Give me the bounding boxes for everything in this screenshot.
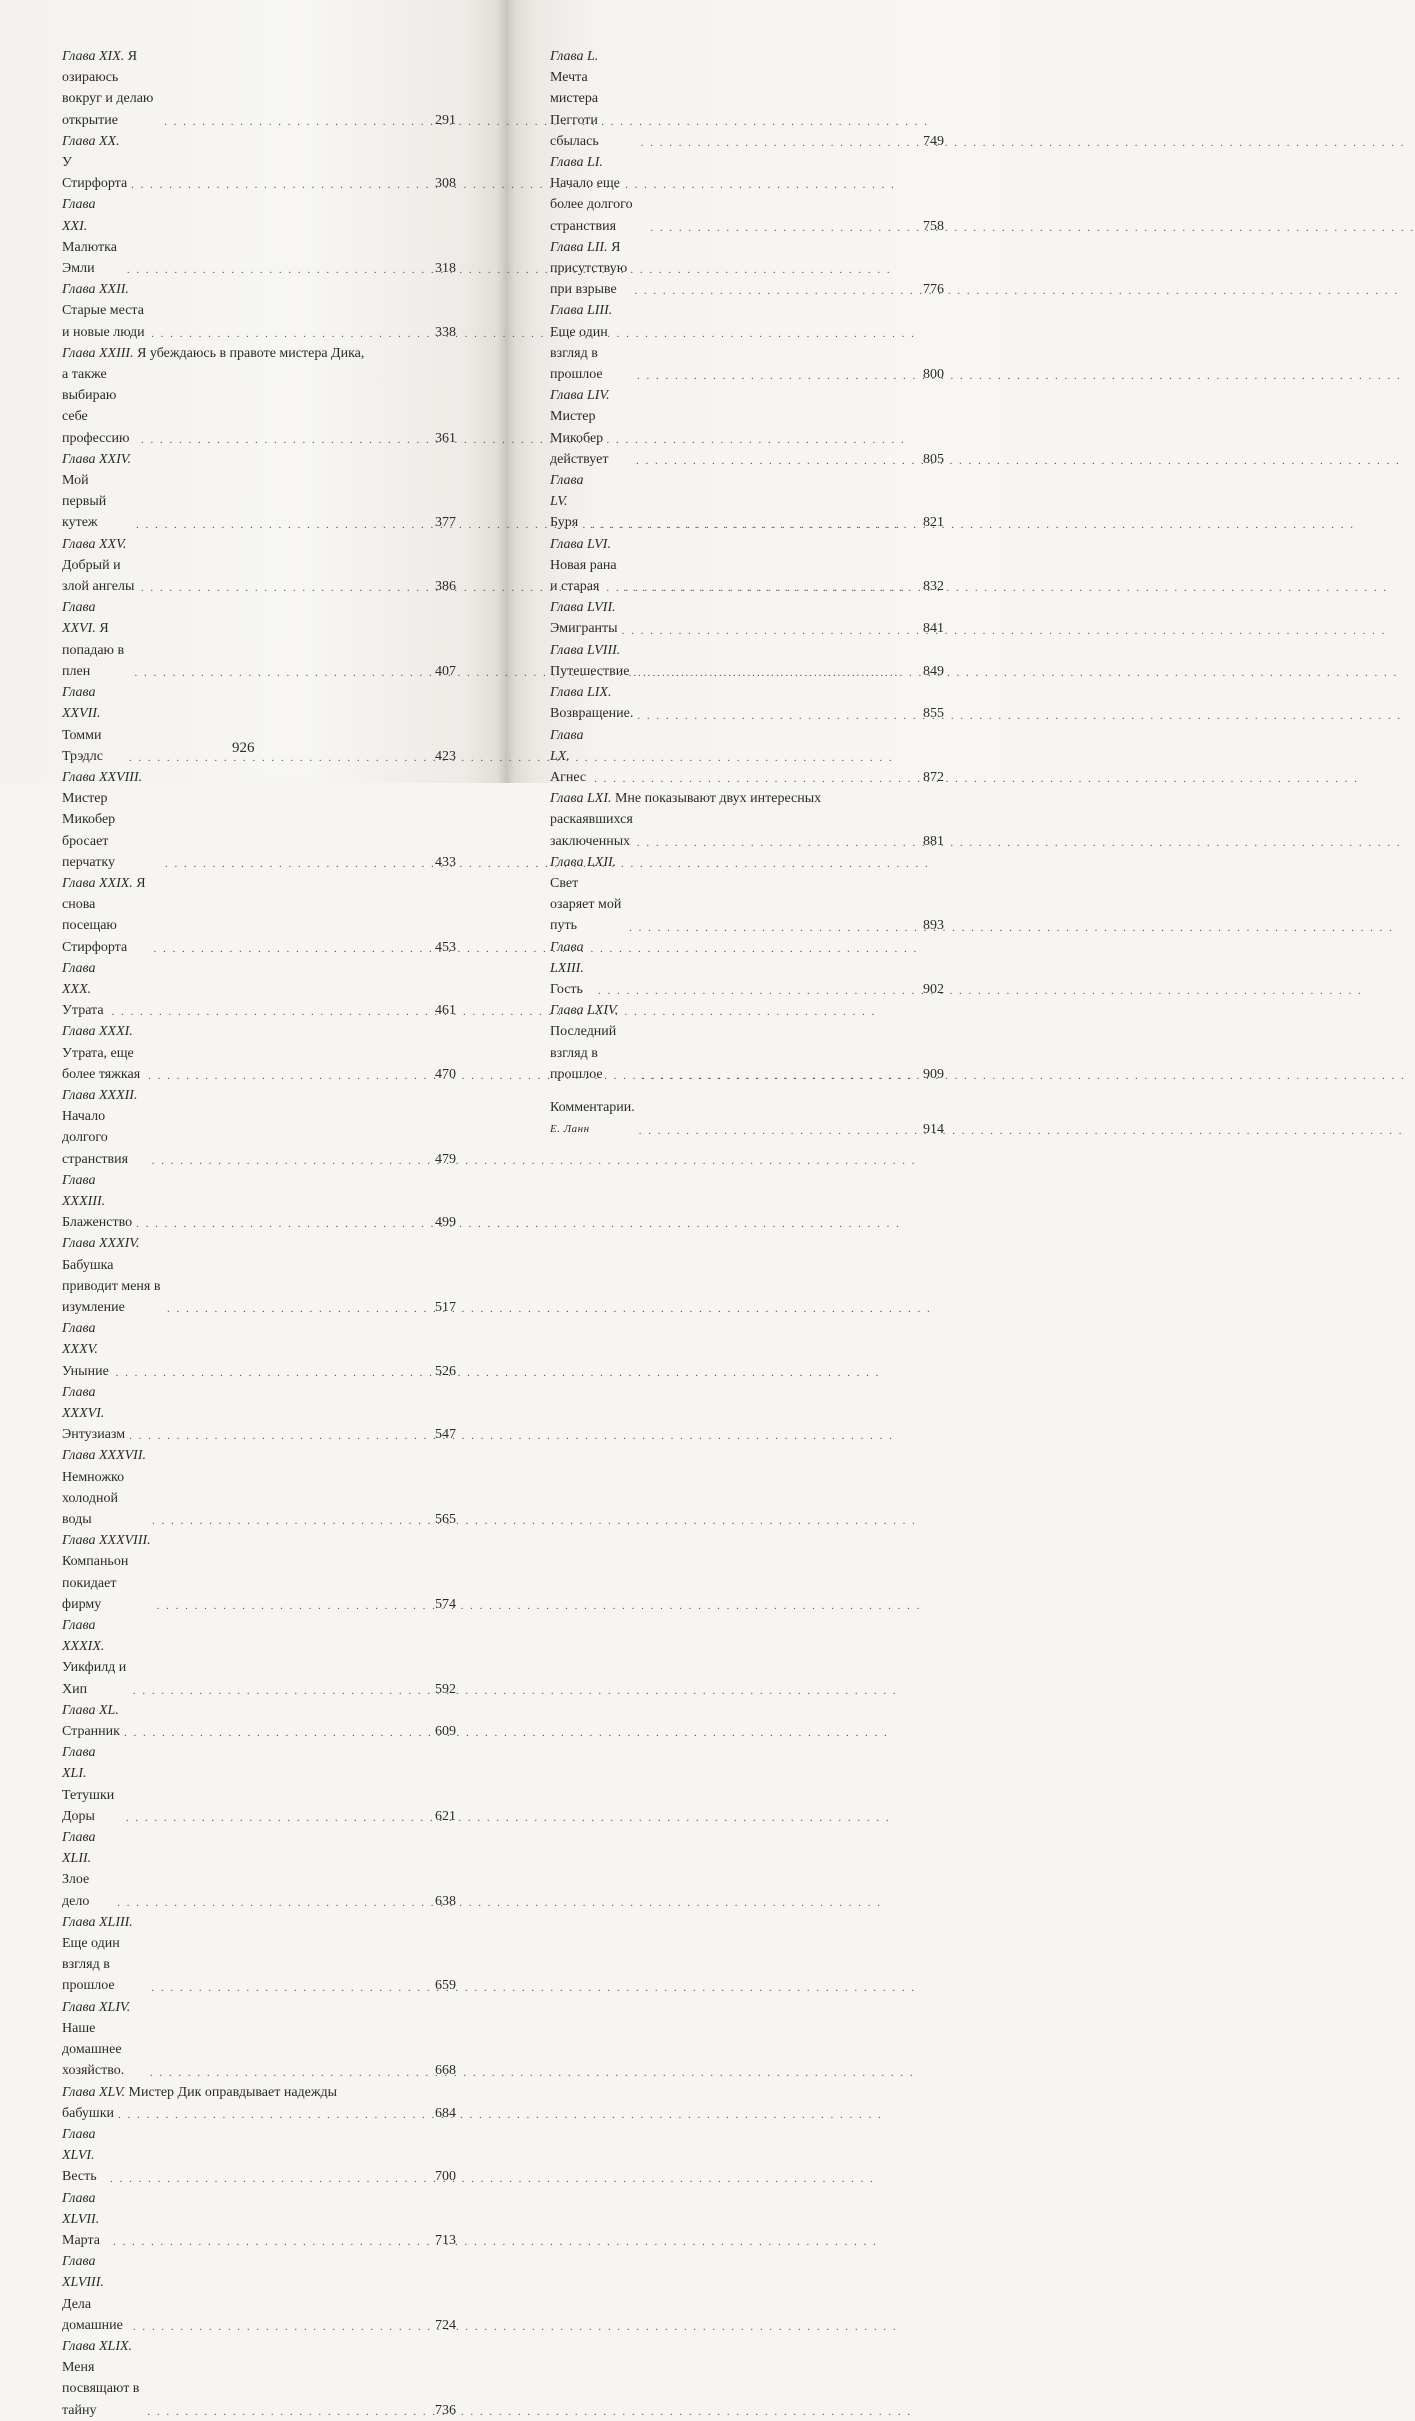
dot-leader [625, 919, 916, 937]
chapter-title: Уныние [62, 1363, 109, 1379]
dot-leader [148, 1512, 428, 1530]
page-ref: 526 [435, 1363, 456, 1379]
dot-leader [632, 452, 916, 470]
chapter-label: Глава XXVI. [62, 600, 96, 637]
chapter-title: Блаженство [62, 1215, 133, 1231]
page-ref: 433 [435, 854, 456, 870]
chapter-title: Мечта мистера Пегготи сбылась [550, 70, 599, 149]
chapter-label: Глава LIX. [550, 685, 612, 701]
page-ref: 479 [435, 1151, 456, 1167]
toc-entry [62, 1021, 456, 1085]
chapter-label: Глава XLVI. [62, 2126, 96, 2164]
chapter-title: Мне показывают двух интересных [614, 791, 822, 807]
toc-entry [62, 958, 456, 1022]
page-ref: 821 [923, 515, 944, 531]
chapter-title: Энтузиазм [62, 1427, 126, 1443]
page-ref: 902 [923, 981, 944, 997]
chapter-label: Глава XXXV. [62, 1321, 98, 1358]
chapter-label: Глава XXIV. [62, 451, 131, 467]
chapter-label: Глава XXV. [62, 536, 127, 552]
page-number: 926 [232, 740, 255, 756]
chapter-label: Глава XX. [62, 133, 120, 149]
dot-leader [637, 1067, 916, 1085]
chapter-title: Мистер Микобер бросает перчатку [62, 791, 116, 870]
chapter-title-continued: а также выбираю себе профессию [62, 367, 130, 446]
chapter-label: Глава XLI. [62, 1745, 96, 1782]
page-ref: 841 [923, 621, 944, 637]
page-ref: 338 [435, 324, 456, 340]
page-ref: 684 [435, 2105, 456, 2121]
chapter-label: Глава XIX. [62, 49, 125, 64]
contents-list-left [62, 46, 456, 2421]
dot-leader [630, 282, 916, 300]
page-ref: 361 [435, 430, 456, 446]
chapter-label: Глава XXXIV. [62, 1236, 140, 1252]
toc-entry [62, 2082, 456, 2103]
toc-entry [62, 1085, 456, 1170]
dot-leader [161, 855, 428, 873]
toc-entry [550, 300, 944, 385]
dot-leader [132, 1215, 428, 1233]
toc-entry [62, 1318, 456, 1382]
toc-entry [550, 852, 944, 937]
dot-leader [594, 982, 916, 1000]
page-ref: 659 [435, 1978, 456, 1994]
page-ref: 461 [435, 1003, 456, 1019]
toc-entry [62, 873, 456, 958]
dot-leader [143, 2403, 428, 2421]
page-ref: 453 [435, 939, 456, 955]
page-ref: 609 [435, 1724, 456, 1740]
toc-entry [62, 1382, 456, 1446]
dot-leader [125, 1427, 428, 1445]
toc-entry [62, 279, 456, 343]
chapter-label: Глава XLIII. [62, 1914, 133, 1930]
dot-leader [137, 579, 428, 597]
toc-entry [550, 597, 944, 639]
dot-leader [112, 1364, 428, 1382]
dot-leader [106, 2170, 428, 2188]
dot-leader [148, 1152, 428, 1170]
toc-entry [62, 1912, 456, 1997]
chapter-title: Малютка Эмли [62, 239, 117, 277]
page-ref: 547 [435, 1427, 456, 1443]
dot-leader [146, 2064, 428, 2082]
toc-entry-comments [550, 1097, 944, 1140]
chapter-title: Начало еще более долгого странствия [550, 176, 633, 234]
chapter-title: Новая рана и старая [550, 557, 617, 595]
chapter-label: Глава LVII. [550, 600, 616, 616]
contents-list-right [550, 46, 944, 1140]
chapter-label: Глава XLII. [62, 1830, 96, 1867]
chapter-label: Глава XXVIII. [62, 769, 143, 785]
toc-entry [62, 534, 456, 598]
chapter-title: Мой первый кутеж [62, 473, 107, 531]
toc-entry [62, 343, 456, 364]
toc-entry [62, 1827, 456, 1912]
page-ref: 423 [435, 748, 456, 764]
chapter-title: Марта [62, 2232, 100, 2248]
comments-author: Е. Ланн [550, 1123, 590, 1136]
toc-entry [550, 682, 944, 724]
chapter-title: Немножко холодной воды [62, 1469, 125, 1528]
comments-title: Комментарии. [550, 1099, 635, 1115]
chapter-label: Глава XXXIX. [62, 1618, 105, 1655]
dot-leader [122, 1809, 428, 1827]
dot-leader [619, 579, 916, 597]
chapter-title: Странник [62, 1724, 120, 1740]
page-ref: 749 [923, 133, 944, 149]
chapter-label: Глава XXXVI. [62, 1384, 105, 1421]
chapter-label: Глава LXI. [550, 791, 612, 807]
page-ref: 574 [435, 1596, 456, 1612]
dot-leader [132, 516, 428, 534]
chapter-title: Я снова посещаю Стирфорта [62, 875, 146, 955]
chapter-label: Глава XXXI. [62, 1024, 133, 1040]
page-ref: 638 [435, 1893, 456, 1909]
chapter-title-continued: раскаявшихся заключенных [550, 812, 633, 849]
dot-leader [153, 1597, 428, 1615]
dot-leader [629, 664, 916, 682]
chapter-label: Глава XL. [62, 1702, 119, 1718]
chapter-label: Глава LV. [550, 473, 584, 510]
chapter-title: Утрата, еще более тяжкая [62, 1045, 141, 1082]
chapter-title: Последний взгляд в прошлое [550, 1024, 617, 1082]
chapter-title: Бабушка приводит меня в изумление [62, 1257, 161, 1315]
page-ref: 776 [923, 282, 944, 298]
dot-leader [633, 834, 916, 852]
toc-entry-continuation [62, 364, 456, 449]
dot-leader [125, 749, 428, 767]
chapter-label: Глава L. [550, 49, 599, 64]
dot-leader [147, 325, 428, 343]
dot-leader [160, 113, 428, 131]
toc-entry [550, 1000, 944, 1085]
toc-entry [550, 640, 944, 682]
toc-entry [62, 2251, 456, 2336]
dot-leader [113, 1894, 428, 1912]
chapter-label: Глава LIV. [550, 388, 610, 404]
chapter-label: Глава LVI. [550, 536, 611, 552]
toc-entry [62, 1700, 456, 1742]
toc-entry [550, 46, 944, 152]
page-ref: 308 [435, 176, 456, 192]
toc-entry [62, 1170, 456, 1234]
chapter-label: Глава LI. [550, 155, 603, 171]
chapter-title: Я озираюсь вокруг и делаю открытие [62, 49, 154, 128]
page-ref: 893 [923, 918, 944, 934]
dot-leader [144, 1067, 428, 1085]
toc-entry [62, 1233, 456, 1318]
page-ref: 700 [435, 2169, 456, 2185]
dot-leader [107, 1003, 428, 1021]
page-ref: 914 [923, 1122, 944, 1138]
chapter-label: Глава XLV. [62, 2084, 126, 2100]
dot-leader [633, 367, 916, 385]
chapter-title: Утрата [62, 1003, 104, 1019]
chapter-title: Агнес [550, 769, 587, 785]
toc-entry-continuation [62, 2103, 456, 2124]
chapter-title: Начало долгого странствия [62, 1109, 129, 1167]
chapter-label: Глава LXII. [550, 854, 617, 870]
toc-entry [550, 152, 944, 237]
chapter-label: Глава LIII. [550, 303, 613, 319]
page-ref: 713 [435, 2232, 456, 2248]
chapter-title: Весть [62, 2169, 97, 2185]
toc-entry [62, 194, 456, 279]
page-ref: 386 [435, 579, 456, 595]
page-ref: 592 [435, 1681, 456, 1697]
page-ref: 758 [923, 218, 944, 234]
dot-leader [129, 2318, 428, 2336]
page-ref: 407 [435, 663, 456, 679]
chapter-label: Глава XXIX. [62, 875, 133, 891]
page-ref: 499 [435, 1215, 456, 1231]
page-ref: 470 [435, 1066, 456, 1082]
dot-leader [114, 2106, 428, 2124]
chapter-label: Глава LVIII. [550, 642, 621, 658]
chapter-title: Еще один взгляд в прошлое [550, 324, 608, 383]
toc-entry [550, 937, 944, 1001]
chapter-title: Я присутствую при взрыве [550, 239, 628, 298]
dot-leader [129, 1682, 428, 1700]
toc-entry [550, 788, 944, 809]
toc-entry [62, 1530, 456, 1615]
toc-entry [62, 1742, 456, 1827]
dot-leader [163, 1300, 428, 1318]
chapter-title: Тетушки Доры [62, 1787, 115, 1824]
toc-entry [62, 449, 456, 534]
toc-entry [62, 1615, 456, 1700]
toc-entry [550, 725, 944, 789]
chapter-title: Томми Трэдлс [62, 727, 103, 764]
page-ref: 318 [435, 261, 456, 277]
page-ref: 849 [923, 663, 944, 679]
dot-leader [586, 516, 916, 534]
chapter-label: Глава XXX. [62, 960, 96, 997]
dot-leader [637, 134, 916, 152]
chapter-label: Глава LXIII. [550, 939, 584, 976]
toc-entry-continuation [550, 809, 944, 851]
page-ref: 724 [435, 2317, 456, 2333]
toc-entry [62, 1445, 456, 1530]
toc-entry [62, 597, 456, 682]
toc-entry [62, 2124, 456, 2188]
chapter-title: Уикфилд и Хип [62, 1660, 127, 1697]
chapter-title: Наше домашнее хозяйство. [62, 2020, 125, 2079]
toc-entry [62, 46, 456, 131]
dot-leader [646, 219, 916, 237]
chapter-label: Глава XXII. [62, 282, 129, 298]
chapter-title: Возвращение. [550, 706, 634, 722]
chapter-label: Глава XXI. [62, 197, 96, 234]
chapter-label: Глава LXIV. [550, 1003, 619, 1019]
dot-leader [150, 940, 428, 958]
chapter-title: Меня посвящают в тайну [62, 2360, 140, 2418]
page-ref: 621 [435, 1808, 456, 1824]
page-ref: 565 [435, 1512, 456, 1528]
chapter-label: Глава XLVIII. [62, 2254, 104, 2291]
chapter-label: Глава LII. [550, 239, 608, 255]
chapter-title: Путешествие [550, 663, 630, 679]
dot-leader [590, 770, 916, 788]
dot-leader [109, 2233, 428, 2251]
chapter-label: Глава XLIV. [62, 1999, 131, 2015]
chapter-title: Мистер Микобер действует [550, 409, 609, 467]
dot-leader [127, 176, 428, 194]
chapter-title: Старые места и новые люди [62, 303, 145, 340]
toc-entry [550, 385, 944, 470]
page-ref: 855 [923, 706, 944, 722]
chapter-title: Буря [550, 515, 579, 531]
page-ref: 872 [923, 769, 944, 785]
toc-entry [62, 1997, 456, 2082]
toc-entry [550, 237, 944, 301]
page-ref: 832 [923, 579, 944, 595]
chapter-title: У Стирфорта [62, 155, 128, 192]
page-ref: 377 [435, 515, 456, 531]
chapter-title: Эмигранты [550, 621, 618, 637]
chapter-title: Компаньон покидает фирму [62, 1554, 129, 1612]
chapter-title-continued: бабушки [62, 2105, 115, 2121]
dot-leader [633, 707, 916, 725]
chapter-label: Глава XLVII. [62, 2190, 100, 2227]
dot-leader [635, 1122, 916, 1140]
page-ref: 881 [923, 833, 944, 849]
page-ref: 736 [435, 2402, 456, 2418]
chapter-title: Гость [550, 981, 583, 997]
page-ref: 805 [923, 451, 944, 467]
toc-entry [550, 470, 944, 534]
page-ref: 291 [435, 112, 456, 128]
toc-entry [62, 682, 456, 767]
chapter-title: Дела домашние [62, 2296, 123, 2333]
chapter-title: Свет озаряет мой путь [550, 875, 622, 934]
dot-leader [131, 664, 429, 682]
toc-entry [62, 2336, 456, 2421]
page-ref: 909 [923, 1066, 944, 1082]
chapter-label: Глава XXXVII. [62, 1448, 147, 1464]
chapter-label: Глава XLIX. [62, 2338, 133, 2354]
toc-entry [62, 2188, 456, 2252]
chapter-title: Злое дело [62, 1872, 90, 1909]
chapter-title: Еще один взгляд в прошлое [62, 1936, 120, 1994]
page-ref: 800 [923, 367, 944, 383]
chapter-label: Глава XXVII. [62, 685, 101, 722]
dot-leader [123, 261, 428, 279]
chapter-title: Я попадаю в плен [62, 621, 125, 679]
chapter-title: Я убеждаюсь в правоте мистера Дика, [137, 345, 365, 361]
toc-entry [62, 767, 456, 873]
chapter-title: Мистер Дик оправдывает надежды [128, 2084, 338, 2100]
dot-leader [147, 1979, 428, 1997]
chapter-label: Глава XXXII. [62, 1087, 138, 1103]
toc-entry [550, 534, 944, 598]
page-ref: 668 [435, 2063, 456, 2079]
chapter-label: Глава XXIII. [62, 345, 134, 361]
dot-leader [618, 622, 916, 640]
chapter-label: Глава XXXIII. [62, 1172, 106, 1209]
chapter-label: Глава XXXVIII. [62, 1533, 151, 1549]
chapter-title: Добрый и злой ангелы [62, 557, 135, 595]
dot-leader [120, 1724, 428, 1742]
toc-entry [62, 131, 456, 195]
dot-leader [137, 431, 428, 449]
chapter-label: Глава LX. [550, 727, 584, 764]
page-ref: 517 [435, 1299, 456, 1315]
